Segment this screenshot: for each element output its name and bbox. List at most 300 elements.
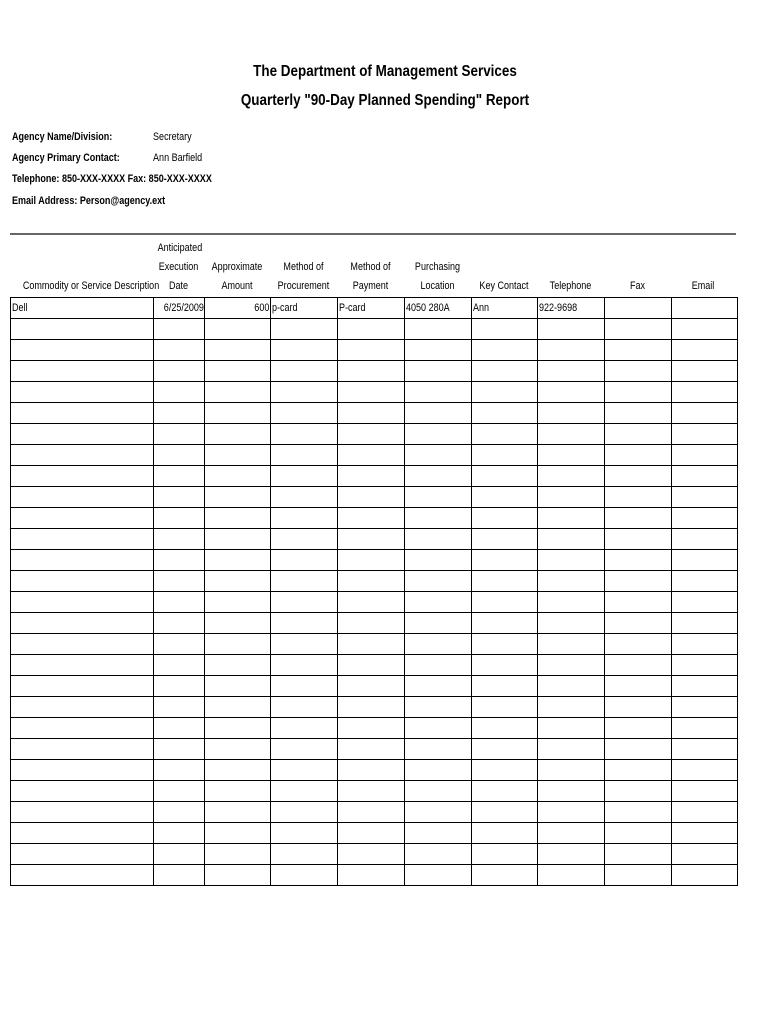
cell-telephone[interactable] — [538, 382, 605, 403]
cell-commodity-description[interactable] — [11, 361, 154, 382]
cell-purchasing-location[interactable] — [405, 718, 472, 739]
cell-fax[interactable] — [605, 529, 672, 550]
cell-commodity-description[interactable] — [11, 718, 154, 739]
cell-procurement-method[interactable] — [271, 613, 338, 634]
cell-payment-method[interactable] — [338, 823, 405, 844]
cell-approximate-amount[interactable] — [205, 319, 271, 340]
cell-fax[interactable] — [605, 676, 672, 697]
cell-execution-date[interactable] — [154, 361, 205, 382]
cell-email[interactable] — [672, 319, 738, 340]
cell-purchasing-location[interactable] — [405, 466, 472, 487]
cell-email[interactable] — [672, 445, 738, 466]
cell-key-contact[interactable] — [472, 823, 538, 844]
cell-payment-method[interactable] — [338, 781, 405, 802]
cell-telephone[interactable] — [538, 655, 605, 676]
cell-key-contact[interactable] — [472, 571, 538, 592]
cell-procurement-method[interactable] — [271, 340, 338, 361]
cell-procurement-method[interactable] — [271, 508, 338, 529]
cell-approximate-amount[interactable] — [205, 823, 271, 844]
cell-purchasing-location[interactable] — [405, 592, 472, 613]
cell-payment-method[interactable] — [338, 529, 405, 550]
cell-purchasing-location[interactable] — [405, 802, 472, 823]
cell-procurement-method[interactable] — [271, 298, 338, 319]
cell-commodity-description[interactable] — [11, 592, 154, 613]
cell-telephone[interactable] — [538, 802, 605, 823]
cell-email[interactable] — [672, 865, 738, 886]
cell-payment-method[interactable] — [338, 382, 405, 403]
cell-email[interactable] — [672, 676, 738, 697]
cell-approximate-amount[interactable] — [205, 865, 271, 886]
cell-commodity-description[interactable] — [11, 445, 154, 466]
cell-key-contact[interactable] — [472, 361, 538, 382]
cell-email[interactable] — [672, 613, 738, 634]
cell-email[interactable] — [672, 781, 738, 802]
cell-commodity-description[interactable] — [11, 487, 154, 508]
cell-procurement-method[interactable] — [271, 760, 338, 781]
cell-key-contact[interactable] — [472, 382, 538, 403]
cell-procurement-method[interactable] — [271, 739, 338, 760]
cell-commodity-description[interactable] — [11, 781, 154, 802]
cell-key-contact[interactable] — [472, 466, 538, 487]
cell-execution-date[interactable] — [154, 550, 205, 571]
cell-email[interactable] — [672, 634, 738, 655]
cell-key-contact[interactable] — [472, 445, 538, 466]
cell-purchasing-location[interactable] — [405, 697, 472, 718]
cell-approximate-amount[interactable] — [205, 676, 271, 697]
cell-procurement-method[interactable] — [271, 361, 338, 382]
cell-key-contact[interactable] — [472, 424, 538, 445]
cell-payment-method[interactable] — [338, 844, 405, 865]
cell-key-contact[interactable] — [472, 508, 538, 529]
cell-purchasing-location[interactable] — [405, 529, 472, 550]
cell-payment-method[interactable] — [338, 592, 405, 613]
cell-telephone[interactable] — [538, 424, 605, 445]
cell-key-contact[interactable] — [472, 403, 538, 424]
cell-payment-method[interactable] — [338, 634, 405, 655]
cell-commodity-description[interactable] — [11, 823, 154, 844]
cell-email[interactable] — [672, 571, 738, 592]
cell-execution-date[interactable] — [154, 634, 205, 655]
column-header-line: Location — [420, 280, 455, 292]
cell-commodity-description[interactable] — [11, 550, 154, 571]
cell-fax[interactable] — [605, 802, 672, 823]
cell-telephone[interactable] — [538, 844, 605, 865]
cell-procurement-method[interactable] — [271, 718, 338, 739]
cell-approximate-amount[interactable] — [205, 613, 271, 634]
cell-commodity-description[interactable] — [11, 634, 154, 655]
cell-approximate-amount[interactable] — [205, 634, 271, 655]
cell-key-contact[interactable] — [472, 697, 538, 718]
cell-purchasing-location[interactable] — [405, 760, 472, 781]
cell-purchasing-location[interactable] — [405, 403, 472, 424]
table-row — [11, 319, 738, 340]
cell-approximate-amount[interactable] — [205, 697, 271, 718]
cell-email[interactable] — [672, 487, 738, 508]
cell-execution-date[interactable] — [154, 865, 205, 886]
cell-purchasing-location[interactable] — [405, 676, 472, 697]
cell-approximate-amount[interactable] — [205, 718, 271, 739]
cell-approximate-amount[interactable] — [205, 382, 271, 403]
cell-key-contact[interactable] — [472, 865, 538, 886]
cell-telephone[interactable] — [538, 298, 605, 319]
cell-commodity-description[interactable] — [11, 676, 154, 697]
cell-approximate-amount[interactable] — [205, 739, 271, 760]
table-row — [11, 298, 738, 319]
cell-telephone[interactable] — [538, 403, 605, 424]
agency-name-value: Secretary — [153, 131, 192, 143]
cell-fax[interactable] — [605, 823, 672, 844]
cell-execution-date[interactable] — [154, 571, 205, 592]
cell-telephone[interactable] — [538, 634, 605, 655]
cell-commodity-description[interactable] — [11, 865, 154, 886]
cell-telephone[interactable] — [538, 676, 605, 697]
cell-email[interactable] — [672, 655, 738, 676]
cell-payment-method[interactable] — [338, 550, 405, 571]
cell-payment-method[interactable] — [338, 508, 405, 529]
cell-purchasing-location[interactable] — [405, 739, 472, 760]
cell-fax[interactable] — [605, 298, 672, 319]
cell-purchasing-location[interactable] — [405, 865, 472, 886]
cell-purchasing-location[interactable] — [405, 613, 472, 634]
cell-payment-method[interactable] — [338, 697, 405, 718]
cell-payment-method[interactable] — [338, 340, 405, 361]
cell-fax[interactable] — [605, 697, 672, 718]
cell-purchasing-location[interactable] — [405, 361, 472, 382]
cell-commodity-description[interactable] — [11, 739, 154, 760]
cell-key-contact[interactable] — [472, 634, 538, 655]
cell-payment-method[interactable] — [338, 487, 405, 508]
cell-key-contact[interactable] — [472, 319, 538, 340]
cell-commodity-description[interactable] — [11, 466, 154, 487]
cell-telephone[interactable] — [538, 592, 605, 613]
cell-procurement-method[interactable] — [271, 403, 338, 424]
column-header-telephone — [537, 239, 604, 296]
cell-procurement-method[interactable] — [271, 634, 338, 655]
cell-commodity-description[interactable] — [11, 802, 154, 823]
cell-commodity-description[interactable] — [11, 508, 154, 529]
cell-execution-date[interactable] — [154, 445, 205, 466]
cell-procurement-method[interactable] — [271, 592, 338, 613]
cell-procurement-method[interactable] — [271, 466, 338, 487]
cell-approximate-amount[interactable] — [205, 655, 271, 676]
cell-email[interactable] — [672, 361, 738, 382]
cell-fax[interactable] — [605, 340, 672, 361]
cell-procurement-method[interactable] — [271, 697, 338, 718]
cell-execution-date[interactable] — [154, 403, 205, 424]
cell-purchasing-location[interactable] — [405, 340, 472, 361]
column-header-key-contact — [471, 239, 537, 296]
cell-telephone[interactable] — [538, 487, 605, 508]
cell-purchasing-location[interactable] — [405, 508, 472, 529]
cell-procurement-method[interactable] — [271, 865, 338, 886]
cell-fax[interactable] — [605, 613, 672, 634]
cell-telephone[interactable] — [538, 823, 605, 844]
cell-purchasing-location[interactable] — [405, 844, 472, 865]
cell-approximate-amount[interactable] — [205, 844, 271, 865]
cell-execution-date[interactable] — [154, 655, 205, 676]
cell-fax[interactable] — [605, 487, 672, 508]
cell-telephone[interactable] — [538, 718, 605, 739]
cell-key-contact[interactable] — [472, 529, 538, 550]
cell-commodity-description[interactable] — [11, 340, 154, 361]
cell-fax[interactable] — [605, 655, 672, 676]
cell-payment-method[interactable] — [338, 676, 405, 697]
cell-approximate-amount[interactable] — [205, 529, 271, 550]
cell-commodity-description[interactable] — [11, 844, 154, 865]
table-row — [11, 403, 738, 424]
cell-key-contact[interactable] — [472, 802, 538, 823]
cell-procurement-method[interactable] — [271, 424, 338, 445]
cell-key-contact[interactable] — [472, 739, 538, 760]
cell-execution-date[interactable] — [154, 382, 205, 403]
cell-email[interactable] — [672, 382, 738, 403]
cell-fax[interactable] — [605, 508, 672, 529]
cell-execution-date[interactable] — [154, 844, 205, 865]
cell-email[interactable] — [672, 718, 738, 739]
cell-procurement-method[interactable] — [271, 529, 338, 550]
cell-payment-method[interactable] — [338, 403, 405, 424]
cell-key-contact[interactable] — [472, 718, 538, 739]
cell-purchasing-location[interactable] — [405, 298, 472, 319]
cell-approximate-amount[interactable] — [205, 508, 271, 529]
cell-key-contact[interactable] — [472, 676, 538, 697]
cell-email[interactable] — [672, 424, 738, 445]
cell-fax[interactable] — [605, 571, 672, 592]
cell-purchasing-location[interactable] — [405, 781, 472, 802]
cell-purchasing-location[interactable] — [405, 319, 472, 340]
cell-purchasing-location[interactable] — [405, 634, 472, 655]
cell-procurement-method[interactable] — [271, 319, 338, 340]
cell-payment-method[interactable] — [338, 865, 405, 886]
cell-fax[interactable] — [605, 550, 672, 571]
cell-approximate-amount[interactable] — [205, 802, 271, 823]
cell-procurement-method[interactable] — [271, 571, 338, 592]
cell-approximate-amount[interactable] — [205, 340, 271, 361]
cell-execution-date[interactable] — [154, 340, 205, 361]
cell-payment-method[interactable] — [338, 655, 405, 676]
cell-execution-date[interactable] — [154, 802, 205, 823]
column-header-payment-method — [337, 239, 404, 296]
column-header-line: Approximate — [211, 261, 263, 273]
table-row — [11, 760, 738, 781]
cell-procurement-method[interactable] — [271, 550, 338, 571]
cell-procurement-method[interactable] — [271, 487, 338, 508]
cell-payment-method[interactable] — [338, 739, 405, 760]
cell-payment-method[interactable] — [338, 445, 405, 466]
cell-approximate-amount[interactable] — [205, 592, 271, 613]
column-header-line — [610, 239, 665, 258]
column-header-line: Execution — [158, 261, 199, 273]
cell-execution-date[interactable] — [154, 466, 205, 487]
cell-execution-date[interactable] — [154, 718, 205, 739]
cell-fax[interactable] — [605, 760, 672, 781]
cell-execution-date[interactable] — [154, 781, 205, 802]
cell-purchasing-location[interactable] — [405, 571, 472, 592]
cell-approximate-amount[interactable] — [205, 550, 271, 571]
cell-approximate-amount[interactable] — [205, 298, 271, 319]
cell-execution-date[interactable] — [154, 760, 205, 781]
cell-execution-date[interactable] — [154, 298, 205, 319]
cell-execution-date[interactable] — [154, 424, 205, 445]
cell-email[interactable] — [672, 697, 738, 718]
cell-telephone[interactable] — [538, 613, 605, 634]
cell-execution-date[interactable] — [154, 508, 205, 529]
cell-procurement-method[interactable] — [271, 676, 338, 697]
cell-procurement-method[interactable] — [271, 781, 338, 802]
cell-fax[interactable] — [605, 403, 672, 424]
cell-approximate-amount[interactable] — [205, 403, 271, 424]
cell-approximate-amount[interactable] — [205, 487, 271, 508]
cell-fax[interactable] — [605, 424, 672, 445]
cell-payment-method[interactable] — [338, 760, 405, 781]
cell-telephone[interactable] — [538, 529, 605, 550]
cell-execution-date[interactable] — [154, 487, 205, 508]
cell-telephone[interactable] — [538, 361, 605, 382]
cell-commodity-description[interactable] — [11, 571, 154, 592]
cell-fax[interactable] — [605, 361, 672, 382]
cell-key-contact[interactable] — [472, 760, 538, 781]
cell-approximate-amount[interactable] — [205, 466, 271, 487]
cell-purchasing-location[interactable] — [405, 550, 472, 571]
cell-payment-method[interactable] — [338, 613, 405, 634]
cell-procurement-method[interactable] — [271, 844, 338, 865]
cell-email[interactable] — [672, 592, 738, 613]
cell-fax[interactable] — [605, 592, 672, 613]
cell-payment-method[interactable] — [338, 361, 405, 382]
cell-telephone[interactable] — [538, 550, 605, 571]
cell-telephone[interactable] — [538, 340, 605, 361]
cell-approximate-amount[interactable] — [205, 571, 271, 592]
spending-table — [10, 297, 738, 886]
cell-email[interactable] — [672, 802, 738, 823]
cell-execution-date[interactable] — [154, 739, 205, 760]
cell-telephone[interactable] — [538, 571, 605, 592]
cell-execution-date[interactable] — [154, 823, 205, 844]
cell-email[interactable] — [672, 529, 738, 550]
cell-email[interactable] — [672, 760, 738, 781]
cell-fax[interactable] — [605, 466, 672, 487]
cell-fax[interactable] — [605, 718, 672, 739]
cell-key-contact[interactable] — [472, 298, 538, 319]
cell-commodity-description[interactable] — [11, 403, 154, 424]
cell-approximate-amount[interactable] — [205, 781, 271, 802]
cell-procurement-method[interactable] — [271, 823, 338, 844]
table-row — [11, 487, 738, 508]
cell-purchasing-location[interactable] — [405, 823, 472, 844]
cell-telephone[interactable] — [538, 445, 605, 466]
cell-payment-method[interactable] — [338, 298, 405, 319]
cell-approximate-amount[interactable] — [205, 445, 271, 466]
cell-key-contact[interactable] — [472, 487, 538, 508]
cell-purchasing-location[interactable] — [405, 382, 472, 403]
cell-procurement-method[interactable] — [271, 802, 338, 823]
cell-telephone[interactable] — [538, 697, 605, 718]
cell-telephone[interactable] — [538, 739, 605, 760]
cell-email[interactable] — [672, 466, 738, 487]
cell-telephone[interactable] — [538, 466, 605, 487]
cell-commodity-description[interactable] — [11, 655, 154, 676]
cell-fax[interactable] — [605, 634, 672, 655]
cell-email[interactable] — [672, 340, 738, 361]
cell-key-contact[interactable] — [472, 592, 538, 613]
cell-approximate-amount[interactable] — [205, 424, 271, 445]
cell-purchasing-location[interactable] — [405, 445, 472, 466]
cell-email[interactable] — [672, 403, 738, 424]
cell-text: P-card — [339, 302, 366, 314]
cell-email[interactable] — [672, 739, 738, 760]
cell-purchasing-location[interactable] — [405, 655, 472, 676]
cell-commodity-description[interactable] — [11, 319, 154, 340]
cell-execution-date[interactable] — [154, 697, 205, 718]
cell-telephone[interactable] — [538, 760, 605, 781]
cell-telephone[interactable] — [538, 508, 605, 529]
cell-payment-method[interactable] — [338, 718, 405, 739]
cell-fax[interactable] — [605, 844, 672, 865]
cell-commodity-description[interactable] — [11, 613, 154, 634]
cell-payment-method[interactable] — [338, 802, 405, 823]
cell-fax[interactable] — [605, 382, 672, 403]
cell-purchasing-location[interactable] — [405, 487, 472, 508]
cell-execution-date[interactable] — [154, 592, 205, 613]
column-header-line: Email — [691, 280, 715, 292]
cell-fax[interactable] — [605, 739, 672, 760]
table-row — [11, 718, 738, 739]
column-header-line: Anticipated — [157, 242, 203, 254]
cell-commodity-description[interactable] — [11, 382, 154, 403]
cell-execution-date[interactable] — [154, 529, 205, 550]
cell-fax[interactable] — [605, 445, 672, 466]
cell-execution-date[interactable] — [154, 319, 205, 340]
column-header-line: Key Contact — [479, 280, 529, 292]
cell-commodity-description[interactable] — [11, 697, 154, 718]
cell-email[interactable] — [672, 508, 738, 529]
cell-key-contact[interactable] — [472, 613, 538, 634]
cell-purchasing-location[interactable] — [405, 424, 472, 445]
cell-commodity-description[interactable] — [11, 760, 154, 781]
cell-procurement-method[interactable] — [271, 445, 338, 466]
cell-email[interactable] — [672, 823, 738, 844]
cell-key-contact[interactable] — [472, 550, 538, 571]
cell-telephone[interactable] — [538, 865, 605, 886]
cell-key-contact[interactable] — [472, 844, 538, 865]
cell-email[interactable] — [672, 298, 738, 319]
cell-key-contact[interactable] — [472, 340, 538, 361]
cell-commodity-description[interactable] — [11, 298, 154, 319]
cell-fax[interactable] — [605, 319, 672, 340]
cell-payment-method[interactable] — [338, 571, 405, 592]
cell-procurement-method[interactable] — [271, 655, 338, 676]
cell-approximate-amount[interactable] — [205, 361, 271, 382]
cell-fax[interactable] — [605, 781, 672, 802]
cell-payment-method[interactable] — [338, 424, 405, 445]
cell-commodity-description[interactable] — [11, 529, 154, 550]
cell-telephone[interactable] — [538, 781, 605, 802]
cell-procurement-method[interactable] — [271, 382, 338, 403]
cell-email[interactable] — [672, 844, 738, 865]
cell-telephone[interactable] — [538, 319, 605, 340]
cell-execution-date[interactable] — [154, 676, 205, 697]
cell-approximate-amount[interactable] — [205, 760, 271, 781]
cell-payment-method[interactable] — [338, 466, 405, 487]
cell-key-contact[interactable] — [472, 781, 538, 802]
cell-commodity-description[interactable] — [11, 424, 154, 445]
cell-payment-method[interactable] — [338, 319, 405, 340]
cell-email[interactable] — [672, 550, 738, 571]
cell-execution-date[interactable] — [154, 613, 205, 634]
table-row — [11, 571, 738, 592]
cell-key-contact[interactable] — [472, 655, 538, 676]
cell-fax[interactable] — [605, 865, 672, 886]
